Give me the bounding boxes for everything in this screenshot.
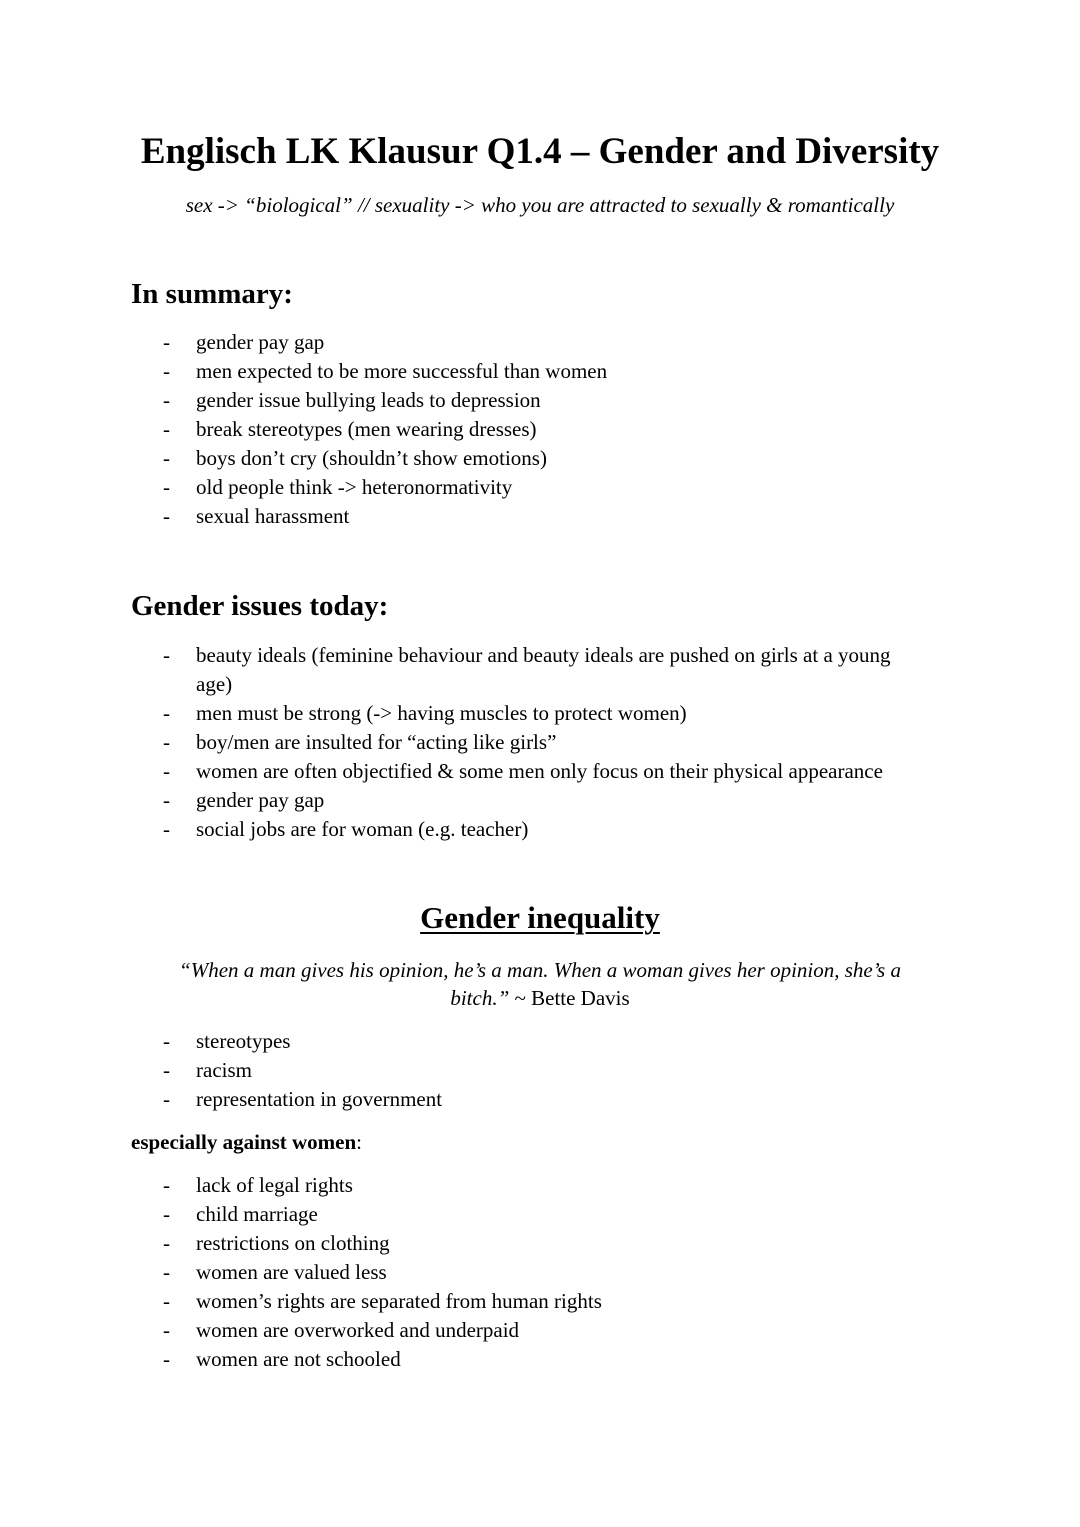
list-item-text: boy/men are insulted for “acting like girls” (196, 730, 557, 754)
list-item (0, 444, 926, 473)
subsection-label-colon: : (356, 1130, 362, 1154)
list-item-text: stereotypes (196, 1029, 291, 1053)
dash-bullet-icon: - (163, 1231, 170, 1255)
issues-today-list (0, 641, 926, 844)
list-item-text: women are valued less (196, 1260, 387, 1284)
list-item-text: women are often objectified & some men only focus on their physical appearance (196, 759, 883, 783)
list-item (0, 415, 926, 444)
dash-bullet-icon: - (163, 1202, 170, 1226)
dash-bullet-icon: - (163, 1260, 170, 1284)
list-item-text: social jobs are for woman (e.g. teacher) (196, 817, 529, 841)
list-item (0, 473, 926, 502)
quote-attribution: ~ Bette Davis (509, 986, 630, 1010)
list-item (0, 728, 926, 757)
list-item-text: women are overworked and underpaid (196, 1318, 520, 1342)
dash-bullet-icon: - (163, 701, 170, 725)
dash-bullet-icon: - (163, 1087, 170, 1111)
list-item-text: child marriage (196, 1202, 318, 1226)
list-item (0, 386, 926, 415)
list-item (0, 1316, 926, 1345)
list-item (0, 757, 926, 786)
dash-bullet-icon: - (163, 1347, 170, 1371)
list-item (0, 1287, 926, 1316)
list-item-text: women are not schooled (196, 1347, 401, 1371)
list-item (0, 786, 926, 815)
list-item (0, 502, 926, 531)
list-item-text: sexual harassment (196, 504, 350, 528)
subsection-label-text: especially against women (131, 1130, 357, 1154)
list-item-text: restrictions on clothing (196, 1231, 390, 1255)
dash-bullet-icon: - (163, 1058, 170, 1082)
section-heading-summary: In summary: (131, 278, 293, 310)
list-item-text: men must be strong (-> having muscles to protect women) (196, 701, 687, 725)
list-item-text: break stereotypes (men wearing dresses) (196, 417, 537, 441)
dash-bullet-icon: - (163, 1173, 170, 1197)
dash-bullet-icon: - (163, 1318, 170, 1342)
inequality-list (0, 1027, 926, 1114)
list-item (0, 1229, 926, 1258)
list-item-text: men expected to be more successful than women (196, 359, 608, 383)
list-item (0, 1085, 926, 1114)
list-item (0, 1200, 926, 1229)
list-item-text: old people think -> heteronormativity (196, 475, 513, 499)
dash-bullet-icon: - (163, 788, 170, 812)
list-item-text: racism (196, 1058, 252, 1082)
dash-bullet-icon: - (163, 759, 170, 783)
dash-bullet-icon: - (163, 817, 170, 841)
quote-block (150, 956, 930, 1012)
list-item (0, 1027, 926, 1056)
section-heading-inequality: Gender inequality (420, 900, 660, 935)
section-heading-issues-today: Gender issues today: (131, 590, 389, 622)
document-subtitle: sex -> “biological” // sexuality -> who you are attracted to sexually & romantically (185, 193, 895, 217)
dash-bullet-icon: - (163, 1029, 170, 1053)
dash-bullet-icon: - (163, 446, 170, 470)
document-title: Englisch LK Klausur Q1.4 – Gender and Diversity (140, 131, 940, 172)
list-item-text: gender issue bullying leads to depression (196, 388, 541, 412)
list-item (0, 815, 926, 844)
dash-bullet-icon: - (163, 417, 170, 441)
subsection-label-against-women (131, 1128, 362, 1156)
list-item (0, 641, 926, 699)
dash-bullet-icon: - (163, 643, 170, 667)
list-item-text: gender pay gap (196, 788, 325, 812)
dash-bullet-icon: - (163, 388, 170, 412)
against-women-list (0, 1171, 926, 1374)
list-item (0, 1345, 926, 1374)
dash-bullet-icon: - (163, 475, 170, 499)
list-item-text: beauty ideals (feminine behaviour and beauty ideals are pushed on girls at a young age) (196, 643, 891, 696)
list-item (0, 357, 926, 386)
dash-bullet-icon: - (163, 730, 170, 754)
list-item (0, 1056, 926, 1085)
quote-text: “When a man gives his opinion, he’s a man. When a woman gives her opinion, she’s a bitch.” (179, 958, 901, 1010)
list-item-text: women’s rights are separated from human rights (196, 1289, 602, 1313)
dash-bullet-icon: - (163, 359, 170, 383)
list-item (0, 1171, 926, 1200)
list-item-text: boys don’t cry (shouldn’t show emotions) (196, 446, 547, 470)
dash-bullet-icon: - (163, 1289, 170, 1313)
dash-bullet-icon: - (163, 330, 170, 354)
list-item-text: lack of legal rights (196, 1173, 353, 1197)
list-item (0, 699, 926, 728)
list-item (0, 328, 926, 357)
list-item-text: representation in government (196, 1087, 443, 1111)
summary-list (0, 328, 926, 531)
list-item (0, 1258, 926, 1287)
list-item-text: gender pay gap (196, 330, 325, 354)
dash-bullet-icon: - (163, 504, 170, 528)
